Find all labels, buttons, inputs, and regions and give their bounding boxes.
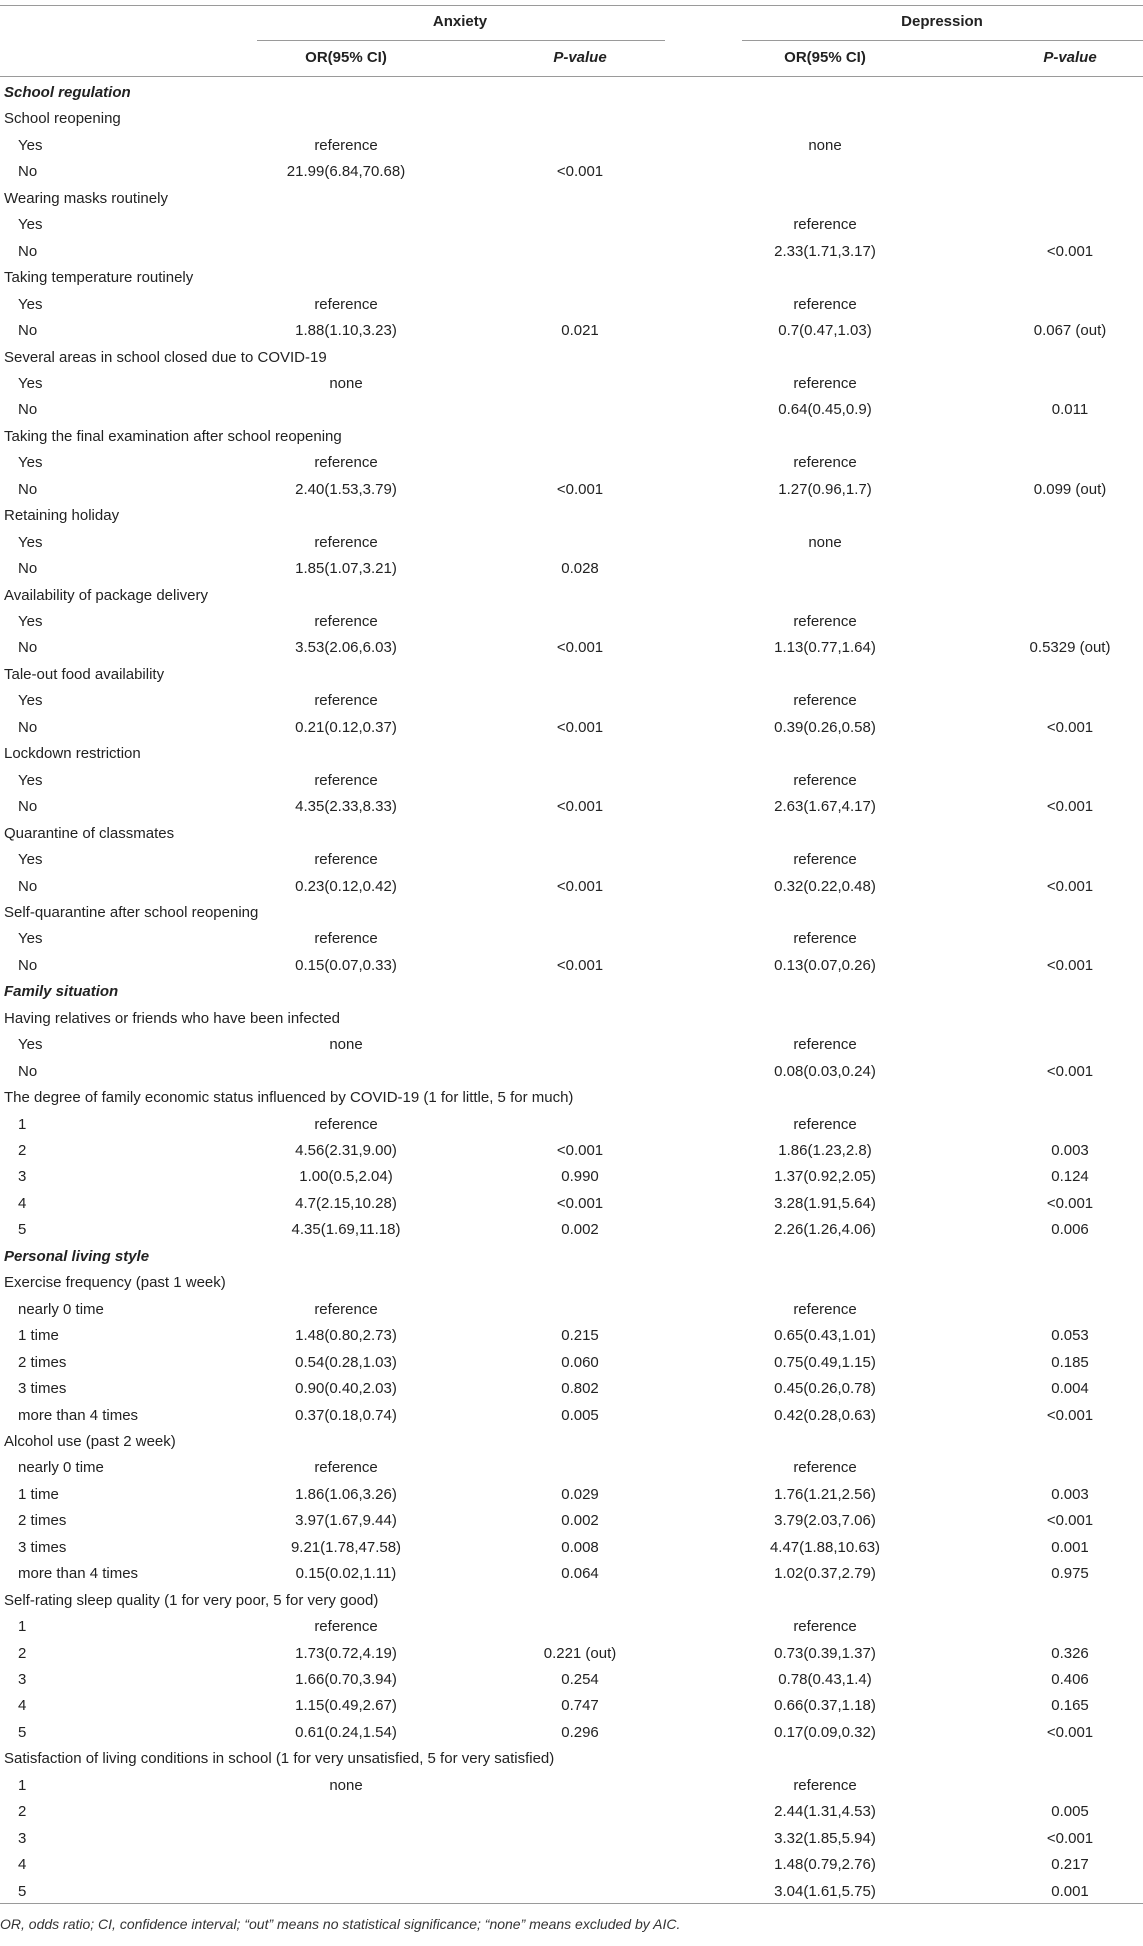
anxiety-or-cell: 9.21(1.78,47.58) — [290, 1539, 402, 1556]
depression-p-cell: 0.001 — [1051, 1883, 1089, 1900]
depression-or-cell: 2.63(1.67,4.17) — [774, 798, 876, 815]
level-label: Yes — [18, 851, 43, 868]
level-label: 2 times — [18, 1512, 67, 1529]
bottom-rule — [0, 1903, 1143, 1904]
anxiety-p-cell: 0.002 — [561, 1221, 599, 1238]
depression-or-cell: reference — [793, 851, 857, 868]
depression-or-cell: 2.26(1.26,4.06) — [774, 1221, 876, 1238]
anxiety-header: Anxiety — [432, 13, 488, 30]
depression-p-cell: <0.001 — [1046, 1063, 1094, 1080]
depression-or-cell: 0.13(0.07,0.26) — [774, 957, 876, 974]
anxiety-or-cell: none — [329, 375, 363, 392]
level-label: 4 — [18, 1697, 27, 1714]
depression-or-cell: 0.75(0.49,1.15) — [774, 1354, 876, 1371]
anxiety-or-cell: reference — [314, 137, 378, 154]
variable-label: Tale-out food availability — [4, 666, 165, 683]
anxiety-or-cell: 1.86(1.06,3.26) — [295, 1486, 397, 1503]
level-label: 4 — [18, 1856, 27, 1873]
depression-or-cell: reference — [793, 1777, 857, 1794]
anxiety-or-cell: 0.15(0.02,1.11) — [295, 1565, 397, 1582]
level-label: 5 — [18, 1724, 27, 1741]
anxiety-p-cell: 0.002 — [561, 1512, 599, 1529]
anxiety-or-cell: 1.00(0.5,2.04) — [299, 1168, 393, 1185]
anxiety-p-cell: <0.001 — [556, 639, 604, 656]
depression-or-cell: 0.17(0.09,0.32) — [774, 1724, 876, 1741]
depression-or-cell: reference — [793, 1459, 857, 1476]
level-label: No — [18, 957, 38, 974]
level-label: Yes — [18, 296, 43, 313]
level-label: 3 — [18, 1671, 27, 1688]
level-label: more than 4 times — [18, 1565, 139, 1582]
depression-or-cell: 1.76(1.21,2.56) — [774, 1486, 876, 1503]
depression-p-cell: 0.099 (out) — [1033, 481, 1107, 498]
depression-p-cell: 0.011 — [1051, 401, 1089, 418]
anxiety-or-cell: 3.97(1.67,9.44) — [295, 1512, 397, 1529]
anxiety-or-cell: reference — [314, 613, 378, 630]
variable-label: Availability of package delivery — [4, 587, 209, 604]
anxiety-or-cell: 1.66(0.70,3.94) — [295, 1671, 397, 1688]
level-label: Yes — [18, 930, 43, 947]
level-label: 3 times — [18, 1380, 67, 1397]
anxiety-or-cell: reference — [314, 930, 378, 947]
depression-p-cell: 0.217 — [1051, 1856, 1089, 1873]
variable-label: Satisfaction of living conditions in school (1 for very unsatisfied, 5 for very satisfied) — [4, 1750, 555, 1767]
anxiety-p-cell: 0.008 — [561, 1539, 599, 1556]
depression-or-cell: 0.65(0.43,1.01) — [774, 1327, 876, 1344]
anxiety-p-cell: <0.001 — [556, 481, 604, 498]
anxiety-p-cell: 0.296 — [561, 1724, 599, 1741]
level-label: No — [18, 322, 38, 339]
depression-p-cell: <0.001 — [1046, 243, 1094, 260]
level-label: Yes — [18, 216, 43, 233]
depression-or-cell: 1.48(0.79,2.76) — [774, 1856, 876, 1873]
level-label: more than 4 times — [18, 1407, 139, 1424]
depression-or-cell: none — [808, 534, 842, 551]
variable-label: Wearing masks routinely — [4, 190, 168, 207]
level-label: Yes — [18, 375, 43, 392]
depression-p-cell: <0.001 — [1046, 1512, 1094, 1529]
top-rule — [0, 5, 1143, 6]
variable-label: Exercise frequency (past 1 week) — [4, 1274, 226, 1291]
depression-p-cell: <0.001 — [1046, 878, 1094, 895]
depression-or-header: OR(95% CI) — [784, 49, 866, 66]
anxiety-or-cell: 3.53(2.06,6.03) — [295, 639, 397, 656]
anxiety-or-cell: reference — [314, 772, 378, 789]
anxiety-or-cell: 0.54(0.28,1.03) — [295, 1354, 397, 1371]
variable-label: Retaining holiday — [4, 507, 120, 524]
depression-or-cell: 1.13(0.77,1.64) — [774, 639, 876, 656]
anxiety-p-cell: 0.221 (out) — [543, 1645, 617, 1662]
anxiety-p-cell: 0.064 — [561, 1565, 599, 1582]
depression-or-cell: 0.7(0.47,1.03) — [778, 322, 872, 339]
level-label: No — [18, 639, 38, 656]
header-bottom-rule — [0, 76, 1143, 77]
anxiety-p-cell: 0.990 — [561, 1168, 599, 1185]
depression-or-cell: reference — [793, 930, 857, 947]
variable-label: School reopening — [4, 110, 121, 127]
level-label: No — [18, 878, 38, 895]
depression-p-header: P-value — [1043, 49, 1097, 66]
level-label: 2 times — [18, 1354, 67, 1371]
depression-or-cell: 0.78(0.43,1.4) — [778, 1671, 872, 1688]
anxiety-or-cell: reference — [314, 1116, 378, 1133]
depression-p-cell: 0.003 — [1051, 1486, 1089, 1503]
anxiety-or-cell: reference — [314, 1459, 378, 1476]
level-label: Yes — [18, 534, 43, 551]
depression-p-cell: 0.067 (out) — [1033, 322, 1107, 339]
level-label: No — [18, 163, 38, 180]
level-label: 5 — [18, 1883, 27, 1900]
level-label: No — [18, 798, 38, 815]
depression-or-cell: reference — [793, 692, 857, 709]
anxiety-or-cell: 21.99(6.84,70.68) — [286, 163, 406, 180]
depression-or-cell: 1.37(0.92,2.05) — [774, 1168, 876, 1185]
depression-p-cell: 0.053 — [1051, 1327, 1089, 1344]
level-label: Yes — [18, 692, 43, 709]
depression-or-cell: 0.32(0.22,0.48) — [774, 878, 876, 895]
level-label: 5 — [18, 1221, 27, 1238]
depression-p-cell: 0.185 — [1051, 1354, 1089, 1371]
level-label: No — [18, 481, 38, 498]
depression-p-cell: 0.975 — [1051, 1565, 1089, 1582]
level-label: nearly 0 time — [18, 1301, 104, 1318]
depression-p-cell: <0.001 — [1046, 798, 1094, 815]
anxiety-or-cell: 1.48(0.80,2.73) — [295, 1327, 397, 1344]
depression-header: Depression — [901, 13, 983, 30]
depression-p-cell: 0.005 — [1051, 1803, 1089, 1820]
depression-or-cell: 0.39(0.26,0.58) — [774, 719, 876, 736]
depression-p-cell: 0.124 — [1051, 1168, 1089, 1185]
anxiety-or-cell: 0.21(0.12,0.37) — [295, 719, 397, 736]
level-label: Yes — [18, 137, 43, 154]
depression-or-cell: 3.28(1.91,5.64) — [774, 1195, 876, 1212]
depression-or-cell: reference — [793, 216, 857, 233]
level-label: 1 time — [18, 1486, 59, 1503]
level-label: Yes — [18, 613, 43, 630]
anxiety-p-cell: 0.254 — [561, 1671, 599, 1688]
level-label: No — [18, 719, 38, 736]
depression-or-cell: 1.02(0.37,2.79) — [774, 1565, 876, 1582]
level-label: 3 — [18, 1168, 27, 1185]
anxiety-or-cell: reference — [314, 534, 378, 551]
level-label: No — [18, 1063, 38, 1080]
level-label: No — [18, 560, 38, 577]
anxiety-p-cell: 0.215 — [561, 1327, 599, 1344]
depression-or-cell: reference — [793, 1036, 857, 1053]
anxiety-p-cell: <0.001 — [556, 957, 604, 974]
depression-p-cell: 0.326 — [1051, 1645, 1089, 1662]
depression-or-cell: none — [808, 137, 842, 154]
anxiety-or-cell: reference — [314, 692, 378, 709]
anxiety-p-cell: <0.001 — [556, 719, 604, 736]
depression-p-cell: 0.001 — [1051, 1539, 1089, 1556]
variable-label: Taking the final examination after school reopening — [4, 428, 342, 445]
depression-p-cell: <0.001 — [1046, 1830, 1094, 1847]
variable-label: Lockdown restriction — [4, 745, 141, 762]
anxiety-p-cell: 0.060 — [561, 1354, 599, 1371]
anxiety-p-cell: <0.001 — [556, 163, 604, 180]
level-label: 4 — [18, 1195, 27, 1212]
level-label: 1 time — [18, 1327, 59, 1344]
depression-or-cell: 3.79(2.03,7.06) — [774, 1512, 876, 1529]
variable-label: Alcohol use (past 2 week) — [4, 1433, 176, 1450]
depression-or-cell: 0.08(0.03,0.24) — [774, 1063, 876, 1080]
variable-label: Self-quarantine after school reopening — [4, 904, 259, 921]
variable-label: Self-rating sleep quality (1 for very poor, 5 for very good) — [4, 1592, 379, 1609]
depression-p-cell: 0.5329 (out) — [1029, 639, 1111, 656]
anxiety-or-cell: 0.15(0.07,0.33) — [295, 957, 397, 974]
variable-label: Quarantine of classmates — [4, 825, 175, 842]
anxiety-p-cell: 0.802 — [561, 1380, 599, 1397]
variable-label: The degree of family economic status influenced by COVID-19 (1 for little, 5 for much) — [4, 1089, 574, 1106]
level-label: No — [18, 243, 38, 260]
level-label: Yes — [18, 1036, 43, 1053]
depression-or-cell: reference — [793, 454, 857, 471]
anxiety-or-cell: 0.90(0.40,2.03) — [295, 1380, 397, 1397]
depression-p-cell: <0.001 — [1046, 1407, 1094, 1424]
anxiety-or-cell: 0.61(0.24,1.54) — [295, 1724, 397, 1741]
anxiety-or-cell: 0.37(0.18,0.74) — [295, 1407, 397, 1424]
anxiety-p-cell: <0.001 — [556, 1142, 604, 1159]
anxiety-or-header: OR(95% CI) — [305, 49, 387, 66]
variable-label: Taking temperature routinely — [4, 269, 194, 286]
anxiety-or-cell: 4.35(1.69,11.18) — [291, 1221, 401, 1238]
depression-or-cell: 0.45(0.26,0.78) — [774, 1380, 876, 1397]
variable-label: Having relatives or friends who have been infected — [4, 1010, 341, 1027]
anxiety-p-cell: 0.029 — [561, 1486, 599, 1503]
section-heading: Personal living style — [4, 1248, 150, 1265]
depression-or-cell: 3.04(1.61,5.75) — [774, 1883, 876, 1900]
level-label: 2 — [18, 1645, 27, 1662]
level-label: 3 times — [18, 1539, 67, 1556]
depression-or-cell: reference — [793, 1301, 857, 1318]
level-label: 1 — [18, 1618, 27, 1635]
depression-or-cell: 1.86(1.23,2.8) — [778, 1142, 872, 1159]
anxiety-or-cell: reference — [314, 454, 378, 471]
anxiety-p-cell: 0.028 — [561, 560, 599, 577]
depression-p-cell: 0.004 — [1051, 1380, 1089, 1397]
depression-group-rule — [742, 40, 1143, 41]
footnote: OR, odds ratio; CI, confidence interval; “out” means no statistical significance; “none” means excluded by AIC. — [0, 1916, 681, 1932]
section-heading: School regulation — [4, 84, 131, 101]
anxiety-or-cell: 0.23(0.12,0.42) — [295, 878, 397, 895]
anxiety-or-cell: 1.73(0.72,4.19) — [295, 1645, 397, 1662]
anxiety-or-cell: none — [329, 1036, 363, 1053]
depression-or-cell: reference — [793, 1618, 857, 1635]
anxiety-or-cell: 1.15(0.49,2.67) — [295, 1697, 397, 1714]
anxiety-or-cell: 1.88(1.10,3.23) — [295, 322, 397, 339]
depression-or-cell: reference — [793, 1116, 857, 1133]
depression-or-cell: 3.32(1.85,5.94) — [774, 1830, 876, 1847]
level-label: 1 — [18, 1777, 27, 1794]
anxiety-p-cell: <0.001 — [556, 1195, 604, 1212]
anxiety-p-cell: 0.005 — [561, 1407, 599, 1424]
depression-p-cell: 0.165 — [1051, 1697, 1089, 1714]
anxiety-or-cell: none — [329, 1777, 363, 1794]
anxiety-p-header: P-value — [553, 49, 607, 66]
depression-or-cell: 2.33(1.71,3.17) — [774, 243, 876, 260]
depression-or-cell: 2.44(1.31,4.53) — [774, 1803, 876, 1820]
anxiety-or-cell: reference — [314, 1301, 378, 1318]
depression-p-cell: <0.001 — [1046, 957, 1094, 974]
anxiety-or-cell: reference — [314, 296, 378, 313]
depression-or-cell: 0.73(0.39,1.37) — [774, 1645, 876, 1662]
variable-label: Several areas in school closed due to COVID-19 — [4, 349, 327, 366]
depression-or-cell: reference — [793, 375, 857, 392]
anxiety-or-cell: reference — [314, 851, 378, 868]
anxiety-or-cell: 4.56(2.31,9.00) — [295, 1142, 397, 1159]
anxiety-p-cell: <0.001 — [556, 798, 604, 815]
depression-p-cell: 0.406 — [1051, 1671, 1089, 1688]
level-label: 2 — [18, 1142, 27, 1159]
level-label: 1 — [18, 1116, 27, 1133]
section-heading: Family situation — [4, 983, 119, 1000]
anxiety-p-cell: <0.001 — [556, 878, 604, 895]
level-label: 2 — [18, 1803, 27, 1820]
depression-p-cell: 0.003 — [1051, 1142, 1089, 1159]
depression-or-cell: 1.27(0.96,1.7) — [778, 481, 872, 498]
anxiety-group-rule — [257, 40, 665, 41]
level-label: No — [18, 401, 38, 418]
depression-or-cell: reference — [793, 613, 857, 630]
level-label: nearly 0 time — [18, 1459, 104, 1476]
anxiety-p-cell: 0.747 — [561, 1697, 599, 1714]
anxiety-or-cell: 4.7(2.15,10.28) — [295, 1195, 397, 1212]
anxiety-p-cell: 0.021 — [561, 322, 599, 339]
anxiety-or-cell: 1.85(1.07,3.21) — [295, 560, 397, 577]
depression-p-cell: <0.001 — [1046, 719, 1094, 736]
depression-p-cell: <0.001 — [1046, 1724, 1094, 1741]
depression-or-cell: 0.64(0.45,0.9) — [778, 401, 872, 418]
depression-p-cell: 0.006 — [1051, 1221, 1089, 1238]
anxiety-or-cell: reference — [314, 1618, 378, 1635]
level-label: 3 — [18, 1830, 27, 1847]
anxiety-or-cell: 4.35(2.33,8.33) — [295, 798, 397, 815]
level-label: Yes — [18, 454, 43, 471]
anxiety-or-cell: 2.40(1.53,3.79) — [295, 481, 397, 498]
depression-or-cell: 4.47(1.88,10.63) — [769, 1539, 881, 1556]
depression-p-cell: <0.001 — [1046, 1195, 1094, 1212]
depression-or-cell: 0.42(0.28,0.63) — [774, 1407, 876, 1424]
depression-or-cell: 0.66(0.37,1.18) — [774, 1697, 876, 1714]
depression-or-cell: reference — [793, 296, 857, 313]
level-label: Yes — [18, 772, 43, 789]
depression-or-cell: reference — [793, 772, 857, 789]
